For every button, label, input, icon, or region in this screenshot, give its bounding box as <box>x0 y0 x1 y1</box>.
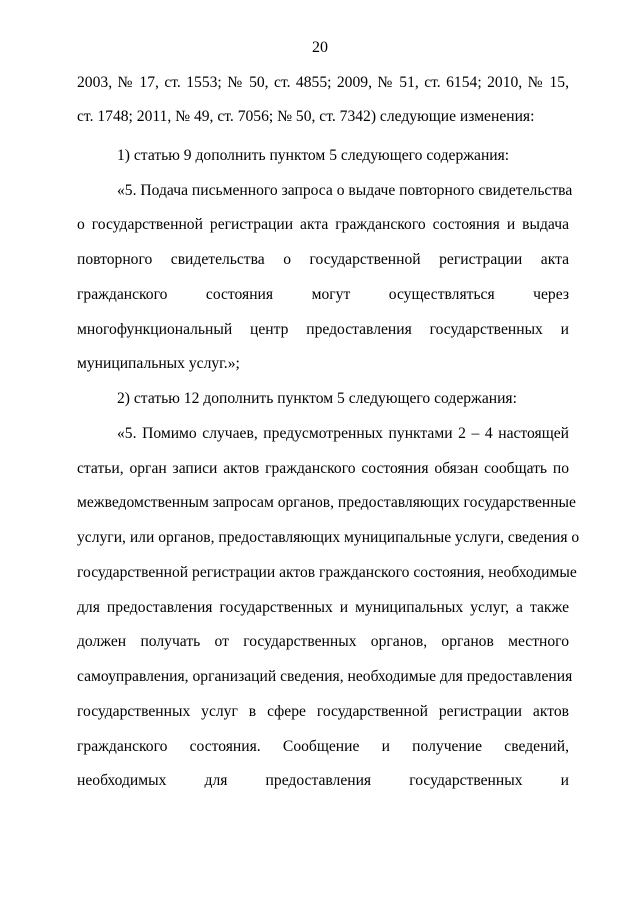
text-line: «5. Подача письменного запроса о выдаче повторного свидетельства <box>117 182 573 199</box>
text-line: 2003, № 17, ст. 1553; № 50, ст. 4855; 2009, № 51, ст. 6154; 2010, № 15, <box>77 74 569 91</box>
text-line: государственных услуг в сфере государственной регистрации актов <box>77 703 569 720</box>
text-line: межведомственным запросам органов, предоставляющих государственные <box>77 494 576 511</box>
text-line: статьи, орган записи актов гражданского состояния обязан сообщать по <box>77 460 569 477</box>
page-number: 20 <box>312 39 328 56</box>
text-line: необходимых для предоставления государственных и <box>77 772 569 789</box>
text-line: должен получать от государственных органов, органов местного <box>77 633 569 650</box>
text-line: многофункциональный центр предоставления государственных и <box>77 321 569 338</box>
text-line: ст. 1748; 2011, № 49, ст. 7056; № 50, ст. 7342) следующие изменения: <box>77 108 535 125</box>
text-line: «5. Помимо случаев, предусмотренных пунктами 2 – 4 настоящей <box>117 425 569 442</box>
text-line: гражданского состояния. Сообщение и получение сведений, <box>77 738 569 755</box>
text-line: гражданского состояния могут осуществляться через <box>77 286 569 303</box>
text-line: самоуправления, организаций сведения, необходимые для предоставления <box>77 668 573 685</box>
list-item-2-heading: 2) статью 12 дополнить пунктом 5 следующего содержания: <box>117 390 517 407</box>
text-line: о государственной регистрации акта гражданского состояния и выдача <box>77 216 569 233</box>
text-line: муниципальных услуг.»; <box>77 355 240 372</box>
text-line: повторного свидетельства о государственной регистрации акта <box>77 251 569 268</box>
text-line: для предоставления государственных и муниципальных услуг, а также <box>77 599 569 616</box>
text-line: государственной регистрации актов гражданского состояния, необходимые <box>77 564 577 581</box>
list-item-1-heading: 1) статью 9 дополнить пунктом 5 следующего содержания: <box>117 147 510 164</box>
text-line: услуги, или органов, предоставляющих муниципальные услуги, сведения о <box>77 529 580 546</box>
